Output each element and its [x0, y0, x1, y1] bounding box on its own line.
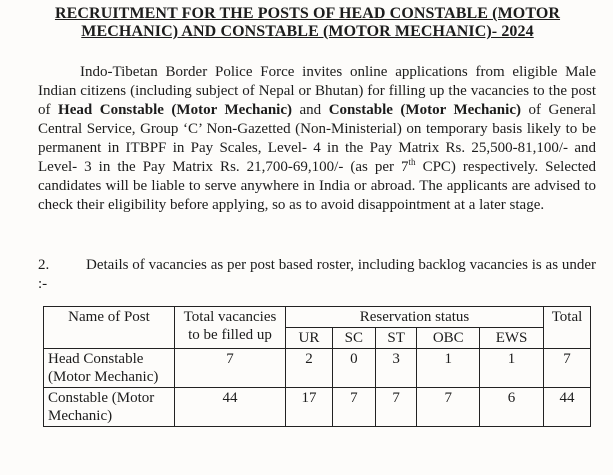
cell-sc: 7: [332, 388, 375, 427]
section-text: Details of vacancies as per post based roster, including backlog vacancies is as under :-: [38, 257, 596, 292]
table-row: [44, 388, 591, 427]
cell-post: Head Constable (Motor Mechanic): [44, 349, 175, 388]
cell-ews: 6: [480, 388, 544, 427]
cell-ur: 2: [286, 349, 333, 388]
post-name-head-constable: Head Constable (Motor Mechanic): [58, 102, 292, 118]
vacancy-table: [43, 306, 591, 427]
cell-ur: 17: [286, 388, 333, 427]
header-total-vacancies: Total vacancies to be filled up: [175, 307, 286, 349]
cell-st: 7: [375, 388, 417, 427]
header-total: Total: [544, 307, 591, 349]
table-row: [44, 349, 591, 388]
header-ur: UR: [286, 328, 333, 349]
cell-sc: 0: [332, 349, 375, 388]
header-sc: SC: [332, 328, 375, 349]
section-number: 2.: [38, 257, 50, 273]
cell-total: 44: [544, 388, 591, 427]
cell-ews: 1: [480, 349, 544, 388]
intro-text-3: of General Central Service, Group ‘C’ Non-Gazetted (Non-Ministerial) on temporary basis likely to be permanent in ITBPF in Pay Scales, Level- 4 in the Pay Matrix Rs. 25,500-81,100/- and Level- 3 in the Pay Matrix Rs. 21,700-69,100/- (as per 7: [38, 102, 596, 175]
cell-post: Constable (Motor Mechanic): [44, 388, 175, 427]
cell-total-vacancies: 7: [175, 349, 286, 388]
title-line-2: MECHANIC) AND CONSTABLE (MOTOR MECHANIC)- 2024: [81, 23, 534, 40]
cell-obc: 7: [417, 388, 480, 427]
intro-paragraph: [38, 63, 596, 215]
cell-obc: 1: [417, 349, 480, 388]
cell-total-vacancies: 44: [175, 388, 286, 427]
header-obc: OBC: [417, 328, 480, 349]
cell-total: 7: [544, 349, 591, 388]
section-2: [38, 256, 596, 294]
intro-text-2: and: [291, 102, 329, 118]
intro-text-1: Indo-Tibetan Border Police Force invites online applications from eligible Male Indian citizens (including subject of Nepal or Bhutan) for filling up the vacancies to the post of: [38, 64, 596, 118]
cell-st: 3: [375, 349, 417, 388]
intro-text-4: CPC) respectively. Selected candidates will be liable to serve anywhere in India or abroad. The applicants are advised to check their eligibility before applying, so as to avoid disappointment at a later stage.: [38, 159, 596, 213]
title-line-1: RECRUITMENT FOR THE POSTS OF HEAD CONSTABLE (MOTOR: [54, 5, 561, 22]
header-st: ST: [375, 328, 417, 349]
post-name-constable: Constable (Motor Mechanic): [328, 102, 521, 118]
header-reservation-status: Reservation status: [286, 307, 544, 328]
page-title: [20, 5, 595, 41]
ordinal-superscript: th: [408, 157, 416, 167]
header-ews: EWS: [480, 328, 544, 349]
header-name-of-post: Name of Post: [44, 307, 175, 349]
table-header-row: [44, 307, 591, 328]
